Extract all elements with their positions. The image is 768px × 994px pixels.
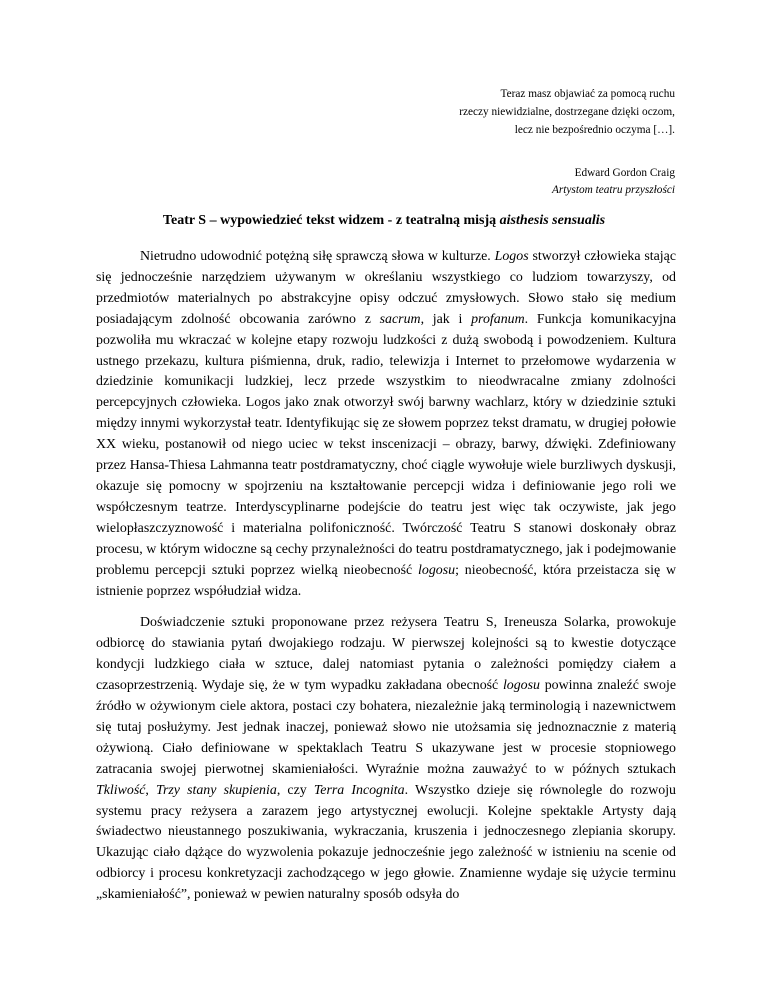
text-segment: . Funkcja komunikacyjna pozwoliła mu wkraczać w kolejne etapy rozwoju ludzkości z dużą swobodą i powodzeniem. Kultura ustnego przekazu, kultura piśmienna, druk, radio, telewizja i Internet to przełomowe wydarzenia w dziedzinie komunikacji ludzkiej, lecz przede wszystkim to nieodwracalne zmiany zdolności percepcyjnych człowieka. Logos jako znak otworzył swój barwny wachlarz, który w dziedzinie sztuki między innymi wykorzystał teatr. Identyfikując się ze słowem poprzez tekst dramatu, w drugiej połowie XX wieku, postanowił od niego uciec w tekst inscenizacji – obrazy, barwy, dźwięki. Zdefiniowany przez Hansa-Thiesa Lahmanna teatr postdramatyczny, choć ciągle wywołuje wiele burzliwych dyskusji, okazuje się pomocny w spojrzeniu na kształtowanie percepcji widza i definiowanie jego roli we współczesnym teatrze. Interdyscyplinarne podejście do teatru jest więc tak oczywiste, jak jego wielopłaszczyznowość i materialna polifoniczność. Twórczość Teatru S stanowi doskonały obraz procesu, w którym widoczne są cechy przynależności do teatru postdramatycznego, jak i podejmowanie problemu percepcji sztuki poprzez wielką nieobecność (96, 311, 676, 578)
article-title-italic: aisthesis sensualis (499, 213, 606, 228)
motto-work: Artystom teatru przyszłości (551, 183, 675, 196)
text-segment: . Wszystko dzieje się równolegle do rozwoju systemu pracy reżysera a zarazem jego artystycznej ewolucji. Kolejne spektakle Artysty dają świadectwo nieustannego poszukiwania, wykraczania, kruszenia i jednoczesnego zlepiania skorupy. Ukazując ciało dążące do wyzwolenia pokazuje jednocześnie jego zależność w istnieniu na scenie od odbiorcy i procesu konkretyzacji zachodzącego w jego głowie. Znamienne wydaje się użycie terminu „skamieniałość”, ponieważ w pewien naturalny sposób odsyła do (96, 782, 676, 903)
text-segment-italic: Terra Incognita (313, 782, 405, 798)
text-segment: ; nieobecność, która przeistacza się w istnienie poprzez współudział widza. (96, 562, 676, 599)
motto-line: Teraz masz objawiać za pomocą ruchu (500, 88, 675, 100)
article-title (0, 211, 768, 231)
text-segment: , (145, 782, 157, 798)
article-body (96, 247, 676, 906)
article-title-main: Teatr S – wypowiedzieć tekst widzem - z teatralną misją (162, 213, 500, 228)
motto-attribution (255, 165, 675, 198)
text-segment-italic: Tkliwość (96, 782, 146, 798)
motto-author: Edward Gordon Craig (574, 167, 675, 179)
text-segment-italic: sacrum (379, 311, 421, 327)
motto-quote (255, 86, 675, 139)
body-paragraph-1 (96, 247, 676, 602)
text-segment-italic: Trzy stany skupienia (156, 782, 277, 798)
motto-line: rzeczy niewidzialne, dostrzegane dzięki oczom, (459, 105, 675, 118)
text-segment-italic: profanum (471, 311, 525, 327)
text-segment: , jak i (420, 311, 472, 327)
text-segment-italic: Logos (494, 249, 529, 264)
text-segment: Doświadczenie sztuki proponowane przez reżysera Teatru S, Ireneusza Solarka, prowokuje odbiorcę do stawiania pytań dwojakiego rodzaju. W pierwszej kolejności są to kwestie dotyczące kondycji ludzkiego ciała w sztuce, dalej natomiast pytania o zależności pomiędzy ciałem a czasoprzestrzenią. Wydaje się, że w tym wypadku zakładana obecność (96, 615, 676, 694)
text-segment: , czy (276, 782, 314, 798)
motto-line: lecz nie bezpośrednio oczyma […]. (514, 123, 675, 136)
text-segment-italic: logosu (502, 678, 540, 694)
text-segment: stworzył człowieka stając się jednocześnie narzędziem używanym w określaniu wszystkiego co ludziom towarzyszy, od przedmiotów materialnych po abstrakcyjne opisy odczuć zmysłowych. Słowo stało się medium posiadającym zdolność obcowania zarówno z (96, 249, 676, 327)
text-segment-italic: logosu (418, 562, 456, 578)
text-segment: Nietrudno udowodnić potężną siłę sprawczą słowa w kulturze. (140, 249, 495, 264)
body-paragraph-2 (96, 613, 676, 906)
text-segment: powinna znaleźć swoje źródło w ożywionym ciele aktora, postaci czy bohatera, niezależnie jaką terminologią i nazewnictwem się tutaj posłużymy. Jest jednak inaczej, ponieważ słowo nie utożsamia się jednoznacznie z materią ożywioną. Ciało definiowane w spektaklach Teatru S ukazywane jest w procesie stopniowego zatracania swojej pierwotnej skamieniałości. Wyraźnie można zauważyć to w późnych sztukach (96, 678, 676, 777)
